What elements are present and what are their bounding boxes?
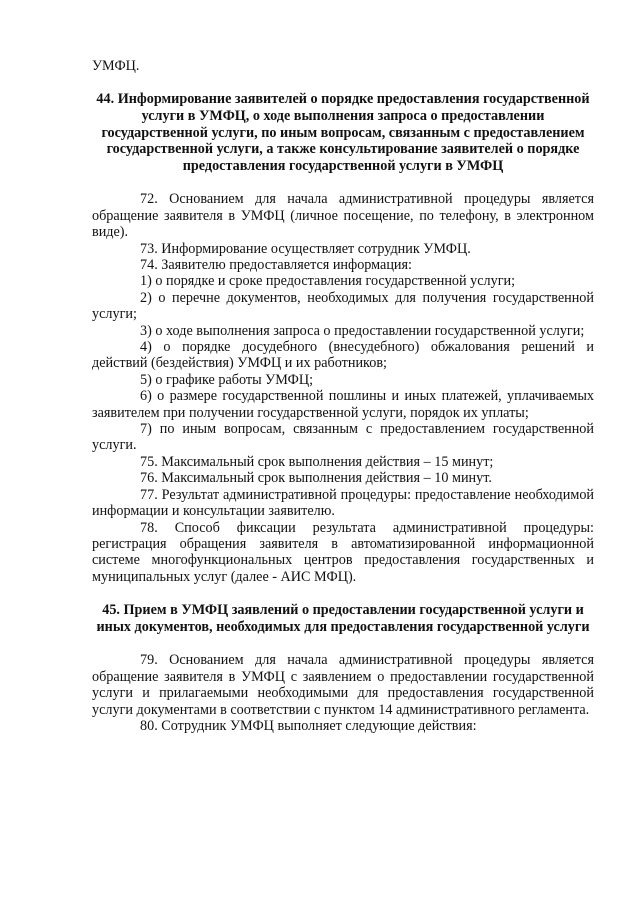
paragraph-76: 76. Максимальный срок выполнения действия – 10 минут.	[140, 470, 492, 487]
list-item-74-1: 1) о порядке и сроке предоставления государственной услуги;	[140, 273, 516, 290]
section-heading-45: 45. Прием в УМФЦ заявлений о предоставлении государственной услуги и иных документов, необходимых для предоставления государственной услуги	[96, 602, 590, 635]
paragraph-79: 79. Основанием для начала административной процедуры является обращение заявителя в УМФЦ с заявлением о предоставлении государственной услуги и прилагаемыми необходимыми для предоставления государственной услуги документами в соответствии с пунктом 14 административного регламента.	[92, 652, 594, 718]
list-item-74-2: 2) о перечне документов, необходимых для получения государственной услуги;	[92, 289, 594, 323]
list-item-74-4: 4) о порядке досудебного (внесудебного) обжалования решений и действий (бездействия) УМФЦ и их работников;	[92, 339, 594, 372]
paragraph-80: 80. Сотрудник УМФЦ выполняет следующие действия:	[140, 717, 477, 734]
list-item-74-5: 5) о графике работы УМФЦ;	[140, 371, 314, 388]
list-item-74-7: 7) по иным вопросам, связанным с предоставлением государственной услуги.	[92, 421, 594, 454]
continued-text-fragment: УМФЦ.	[92, 58, 140, 74]
paragraph-75: 75. Максимальный срок выполнения действия – 15 минут;	[140, 453, 494, 470]
list-item-74-3: 3) о ходе выполнения запроса о предоставлении государственной услуги;	[140, 322, 585, 339]
paragraph-77: 77. Результат административной процедуры: предоставление необходимой информации и консультации заявителю.	[92, 486, 594, 520]
list-item-74-6: 6) о размере государственной пошлины и иных платежей, уплачиваемых заявителем при получении государственной услуги, порядок их уплаты;	[92, 388, 594, 421]
paragraph-73: 73. Информирование осуществляет сотрудник УМФЦ.	[140, 240, 471, 257]
paragraph-78: 78. Способ фиксации результата административной процедуры: регистрация обращения заявителя в автоматизированной информационной системе многофункциональных центров предоставления государственных и муниципальных услуг (далее - АИС МФЦ).	[92, 519, 594, 585]
paragraph-72: 72. Основанием для начала административной процедуры является обращение заявителя в УМФЦ (личное посещение, по телефону, в электронном виде).	[92, 191, 594, 241]
paragraph-74: 74. Заявителю предоставляется информация:	[140, 257, 412, 273]
section-heading-44: 44. Информирование заявителей о порядке предоставления государственной услуги в УМФЦ, о ходе выполнения запроса о предоставлении государственной услуги, по иным вопросам, связанным с предоставлением государственной услуги, а также консультирование заявителей о порядке предоставления государственной услуги в УМФЦ	[96, 91, 590, 174]
